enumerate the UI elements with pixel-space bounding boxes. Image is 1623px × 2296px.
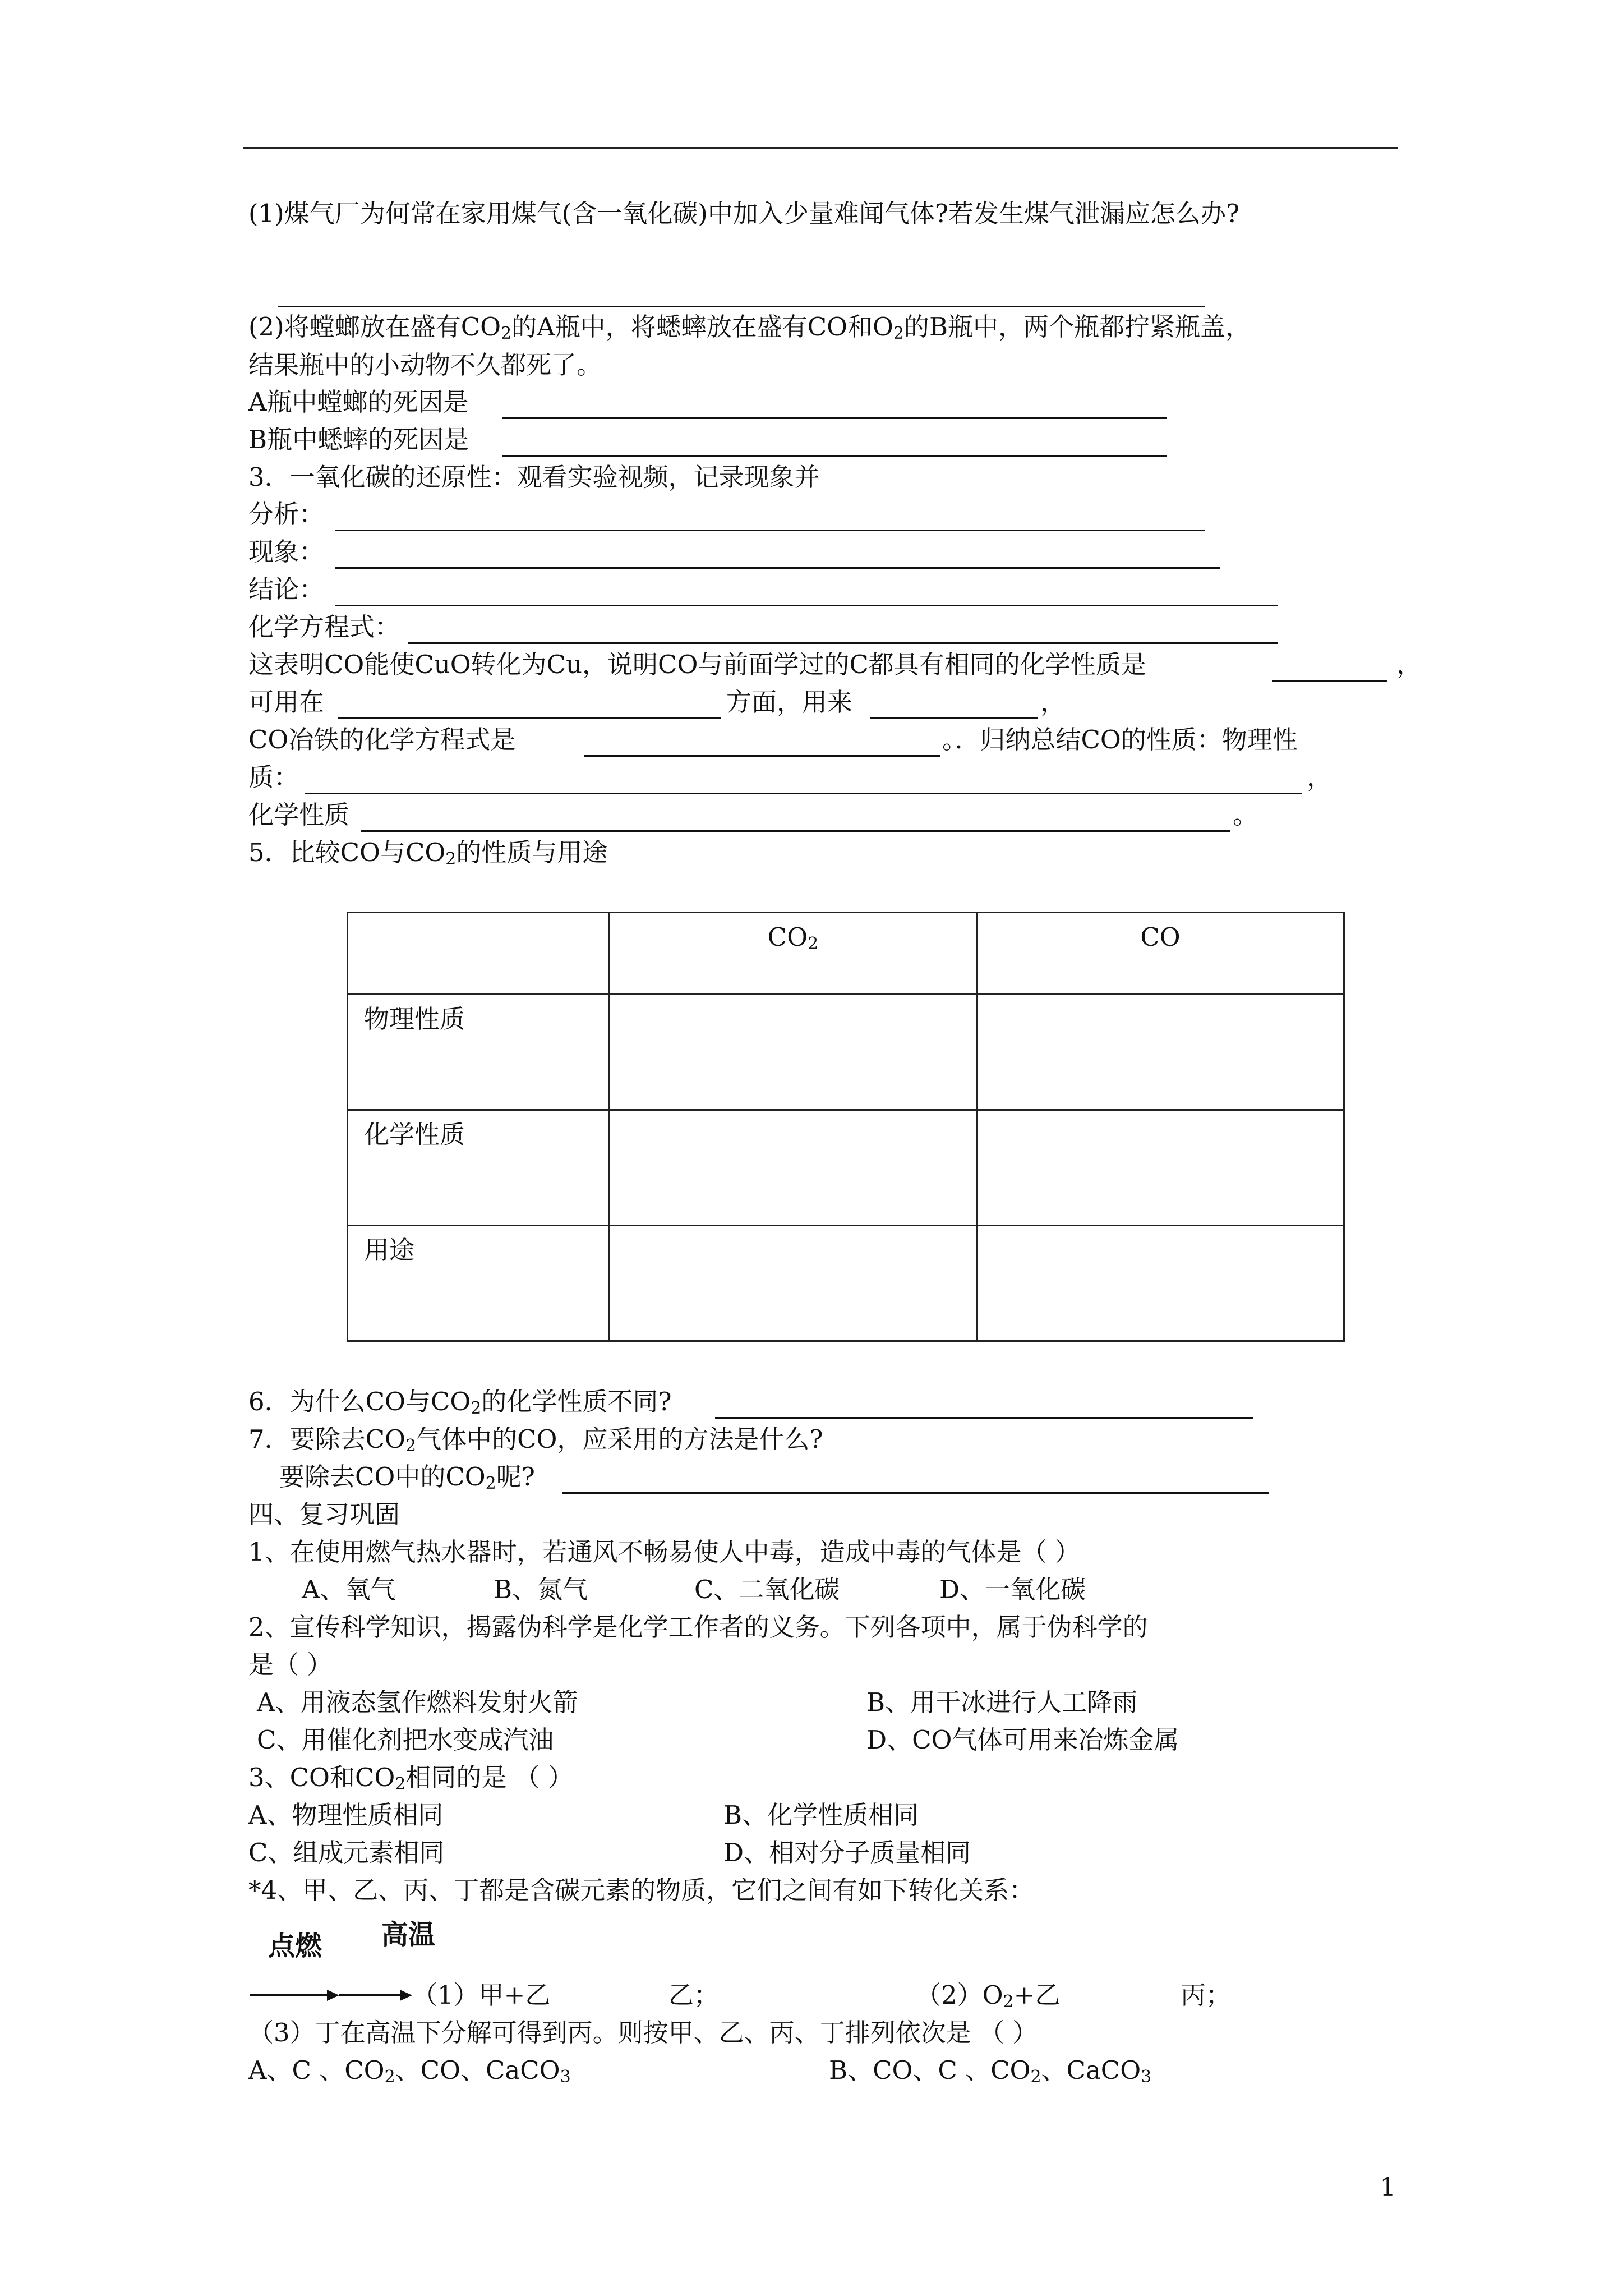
b-bottle-cause-label: B瓶中蟋蟀的死因是	[248, 425, 469, 454]
row-label-chemical: 化学性质	[348, 1110, 610, 1226]
reaction-1-product: 乙；	[668, 1980, 720, 2010]
conclusion-label: 结论：	[248, 574, 325, 604]
iron-smelting-label: CO冶铁的化学方程式是	[248, 725, 516, 754]
cell-co-chemical[interactable]	[977, 1110, 1344, 1226]
section-3-title: 3．一氧化碳的还原性：观看实验视频，记录现象并	[248, 462, 820, 492]
reaction-1: （1）甲+乙	[412, 1980, 551, 2010]
cell-co-physical[interactable]	[977, 995, 1344, 1110]
question-2-line1: (2)将螳螂放在盛有$CO_2$的A瓶中，将蟋蟀放在盛有CO和$O_2$的B瓶中，两个瓶都拧紧瓶盖，	[248, 312, 1251, 343]
answer-line-q7[interactable]	[562, 1492, 1269, 1494]
page-number: 1	[1380, 2172, 1396, 2202]
answer-line-analysis[interactable]	[335, 530, 1205, 531]
table-row	[348, 1110, 1344, 1226]
review-q2-line2: 是（ ）	[248, 1650, 333, 1680]
use-for-label: 方面，用来	[726, 687, 853, 717]
high-temp-label: 高温	[381, 1919, 436, 1950]
q1-option-d[interactable]: D、一氧化碳	[939, 1575, 1086, 1604]
comma: ，	[1396, 650, 1422, 679]
answer-line-chemical[interactable]	[361, 830, 1230, 832]
use-in-label: 可用在	[248, 687, 325, 717]
answer-line-conclusion[interactable]	[335, 605, 1278, 606]
review-q1: 1、在使用燃气热水器时，若通风不畅易使人中毒，造成中毒的气体是（ ）	[248, 1537, 1080, 1567]
answer-line-common-property[interactable]	[1272, 680, 1387, 682]
reaction-2-product: 丙；	[1181, 1980, 1232, 2010]
q2-option-c[interactable]: C、用催化剂把水变成汽油	[257, 1725, 554, 1755]
q1-option-b[interactable]: B、氮气	[494, 1575, 588, 1604]
answer-line-a-cause[interactable]	[502, 417, 1167, 419]
arrow-head-icon	[400, 1990, 412, 2001]
answer-line-q1[interactable]	[278, 306, 1205, 307]
physical-property-label: 质：	[248, 762, 299, 792]
q3-option-b[interactable]: B、化学性质相同	[723, 1800, 919, 1830]
chemical-property-label: 化学性质	[248, 800, 350, 830]
answer-line-use-field[interactable]	[338, 717, 721, 719]
section-7-question: 7．要除去$CO_2$气体中的CO，应采用的方法是什么?	[248, 1424, 823, 1456]
q2-option-b[interactable]: B、用干冰进行人工降雨	[866, 1687, 1138, 1717]
q4-option-b[interactable]: B、CO、C 、$CO_2$、CaCO$_3$	[829, 2055, 1152, 2087]
header-rule	[243, 147, 1398, 149]
answer-line-iron-equation[interactable]	[584, 755, 940, 757]
row-label-physical: 物理性质	[348, 995, 610, 1110]
table-header-co: CO	[977, 913, 1344, 995]
q2-option-a[interactable]: A、用液态氢作燃料发射火箭	[257, 1687, 578, 1717]
comma: ，	[1040, 687, 1066, 717]
section-5-title: 5．比较CO与$CO_2$的性质与用途	[248, 838, 608, 869]
a-bottle-cause-label: A瓶中螳螂的死因是	[248, 387, 469, 417]
cell-co2-physical[interactable]	[610, 995, 977, 1110]
q1-option-a[interactable]: A、氧气	[302, 1575, 396, 1604]
row-label-use: 用途	[348, 1226, 610, 1341]
q3-option-a[interactable]: A、物理性质相同	[248, 1800, 444, 1830]
q1-option-c[interactable]: C、二氧化碳	[694, 1575, 840, 1604]
arrow-high-temp	[339, 1994, 401, 1996]
reaction-2: $(2)O_2+$乙	[916, 1980, 1061, 2012]
phenomenon-label: 现象：	[248, 537, 325, 567]
review-q4: *4、甲、乙、丙、丁都是含碳元素的物质，它们之间有如下转化关系：	[248, 1875, 1035, 1905]
arrow-head-icon	[327, 1990, 339, 2001]
table-header-co2: $CO_2$	[610, 913, 977, 995]
comma: ，	[1307, 762, 1332, 792]
cell-co-use[interactable]	[977, 1226, 1344, 1341]
q3-option-d[interactable]: D、相对分子质量相同	[723, 1838, 971, 1867]
question-1: (1)煤气厂为何常在家用煤气(含一氧化碳)中加入少量难闻气体?若发生煤气泄漏应怎么办?	[248, 199, 1240, 228]
section-6-question: 6．为什么CO与$CO_2$的化学性质不同?	[248, 1387, 672, 1418]
answer-line-equation[interactable]	[408, 642, 1278, 644]
answer-line-b-cause[interactable]	[502, 455, 1167, 457]
answer-line-q6[interactable]	[715, 1417, 1253, 1419]
answer-line-physical[interactable]	[305, 793, 1302, 794]
table-row	[348, 1226, 1344, 1341]
summarize-properties-label: 。．归纳总结CO的性质：物理性	[942, 725, 1298, 754]
cell-co2-use[interactable]	[610, 1226, 977, 1341]
section-7-subquestion: 要除去CO中的$CO_2$呢?	[279, 1462, 535, 1493]
question-2-line2: 结果瓶中的小动物不久都死了。	[248, 350, 602, 380]
q3-option-c[interactable]: C、组成元素相同	[248, 1838, 445, 1867]
q2-option-d[interactable]: D、CO气体可用来冶炼金属	[866, 1725, 1179, 1755]
co-reduction-line: 这表明CO能使CuO转化为Cu，说明CO与前面学过的C都具有相同的化学性质是	[248, 650, 1146, 679]
period: 。	[1233, 800, 1258, 830]
analysis-label: 分析：	[248, 499, 325, 529]
review-q3: 3、CO和$CO_2$相同的是 （ ）	[248, 1763, 573, 1794]
reaction-3: （3）丁在高温下分解可得到丙。则按甲、乙、丙、丁排列依次是 （ ）	[248, 2018, 1038, 2047]
review-q2-line1: 2、宣传科学知识，揭露伪科学是化学工作者的义务。下列各项中，属于伪科学的	[248, 1612, 1148, 1642]
comparison-table	[347, 912, 1345, 1342]
table-row	[348, 995, 1344, 1110]
review-heading: 四、复习巩固	[248, 1499, 400, 1529]
answer-line-use-purpose[interactable]	[870, 717, 1038, 719]
arrow-ignite	[250, 1994, 328, 1996]
equation-label: 化学方程式：	[248, 612, 400, 642]
table-corner-cell	[348, 913, 610, 995]
answer-line-phenomenon[interactable]	[335, 567, 1220, 569]
q4-option-a[interactable]: A、C 、$CO_2$、CO、CaCO$_3$	[248, 2055, 571, 2087]
ignite-label: 点燃	[268, 1930, 322, 1962]
cell-co2-chemical[interactable]	[610, 1110, 977, 1226]
